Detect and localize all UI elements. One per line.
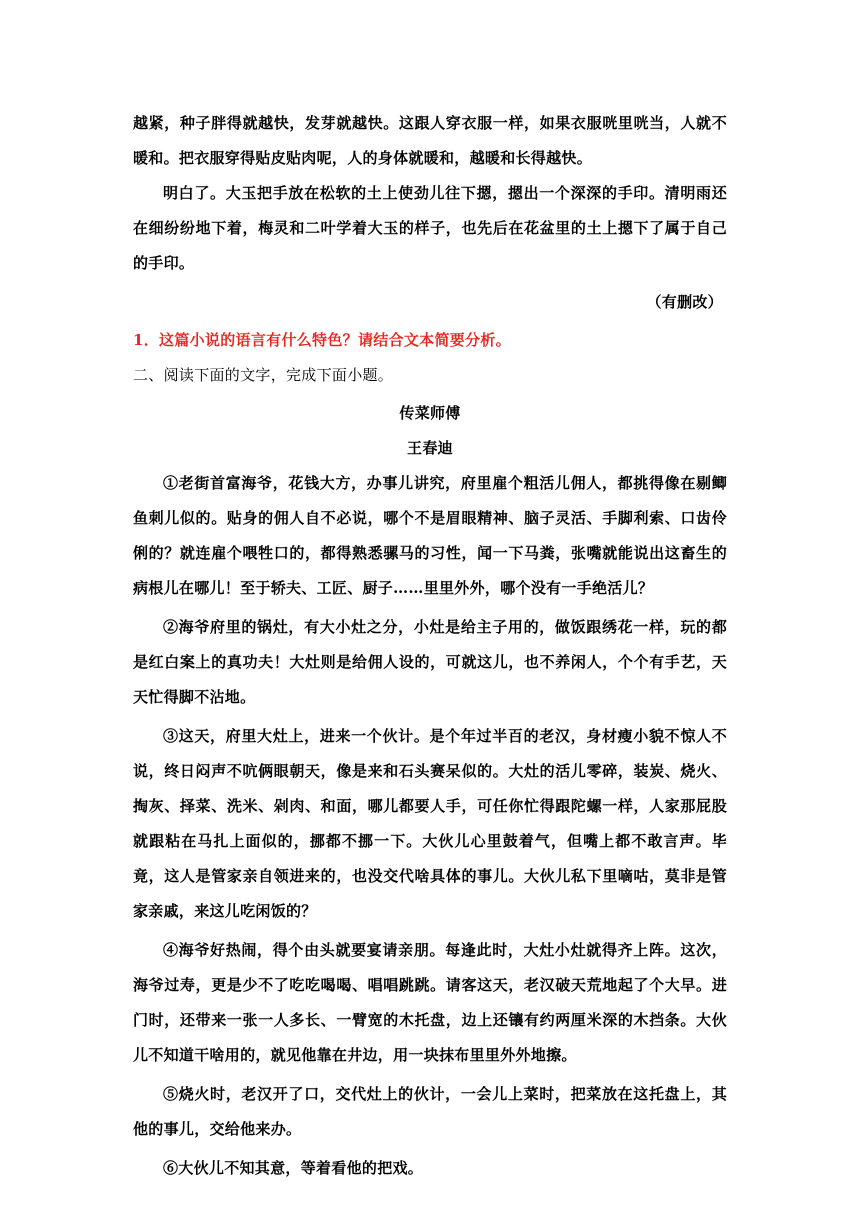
- source-note: （有删改）: [646, 293, 723, 311]
- continued-paragraph: 越紧，种子胖得就越快，发芽就越快。这跟人穿衣服一样，如果衣服咣里咣当，人就不暖和。把衣服穿得贴皮贴肉呢，人的身体就暖和，越暖和长得越快。: [133, 114, 727, 167]
- document-body: [133, 106, 727, 1186]
- paragraph-mingbai: 明白了。大玉把手放在松软的土上使劲儿往下摁，摁出一个深深的手印。清明雨还在细纷纷地下着，梅灵和二叶学着大玉的样子，也先后在花盆里的土上摁下了属于自己的手印。: [133, 184, 727, 272]
- story-paragraph-3: ③这天，府里大灶上，进来一个伙计。是个年过半百的老汉，身材瘦小貌不惊人不说，终日闷声不吭俩眼朝天，像是来和石头赛呆似的。大灶的活儿零碎，装炭、烧火、掏灰、择菜、洗米、剁肉、和面，哪儿都要人手，可任你忙得跟陀螺一样，人家那屁股就跟粘在马扎上面似的，挪都不挪一下。大伙儿心里鼓着气，但嘴上都不敢言声。毕竟，这人是管家亲自领进来的，也没交代啥具体的事儿。大伙儿私下里嘀咕，莫非是管家亲戚，来这儿吃闲饭的？: [133, 727, 727, 920]
- story-paragraph-6: ⑥大伙儿不知其意，等着看他的把戏。: [163, 1159, 424, 1177]
- story-paragraph-5: ⑤烧火时，老汉开了口，交代灶上的伙计，一会儿上菜时，把菜放在这托盘上，其他的事儿，交给他来办。: [133, 1085, 727, 1138]
- story-paragraph-4: ④海爷好热闹，得个由头就要宴请亲朋。每逢此时，大灶小灶就得齐上阵。这次，海爷过寿，更是少不了吃吃喝喝、唱唱跳跳。请客这天，老汉破天荒地起了个大早。进门时，还带来一张一人多长、一臂宽的木托盘，边上还镶有约两厘米深的木挡条。大伙儿不知道干啥用的，就见他靠在井边，用一块抹布里里外外地擦。: [133, 941, 727, 1064]
- story-paragraph-1: ①老街首富海爷，花钱大方，办事儿讲究，府里雇个粗活儿佣人，都挑得像在剔鲫鱼刺儿似的。贴身的佣人自不必说，哪个不是眉眼精神、脑子灵活、手脚利索、口齿伶俐的？就连雇个喂牲口的，都得熟悉骡马的习性，闻一下马粪，张嘴就能说出这畜生的病根儿在哪儿！至于轿夫、工匠、厨子……里里外外，哪个没有一手绝活儿？: [133, 474, 727, 597]
- story-author: 王春迪: [407, 439, 453, 457]
- section-2-intro: 二、阅读下面的文字，完成下面小题。: [133, 366, 394, 384]
- story-paragraph-2: ②海爷府里的锅灶，有大小灶之分，小灶是给主子用的，做饭跟绣花一样，玩的都是红白案上的真功夫！大灶则是给佣人设的，可就这儿，也不养闲人，个个有手艺，天天忙得脚不沾地。: [133, 618, 727, 706]
- question-1: 1．这篇小说的语言有什么特色？请结合文本简要分析。: [133, 331, 511, 349]
- story-title: 传菜师傅: [399, 404, 461, 422]
